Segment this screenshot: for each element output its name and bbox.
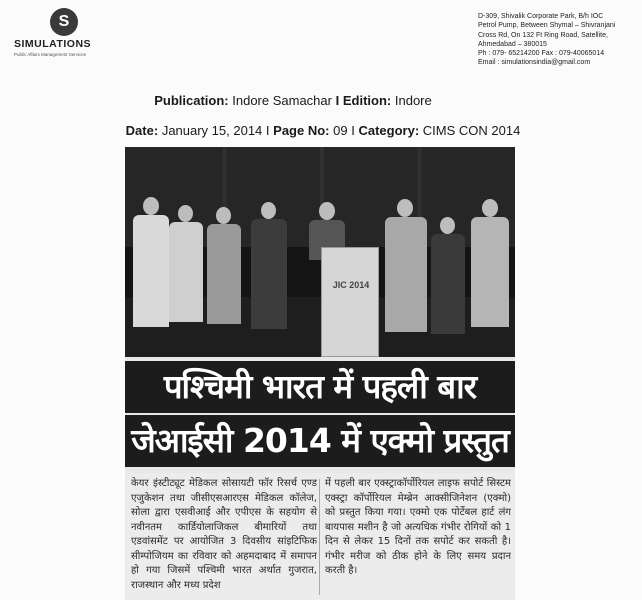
newspaper-clipping xyxy=(125,147,515,600)
logo-name: SIMULATIONS xyxy=(14,38,92,50)
page-value: 09 xyxy=(333,123,348,138)
article-column-right: में पहली बार एक्स्ट्राकॉर्पोरियल लाइफ सपोर्ट सिस्टम एक्स्ट्रा कॉर्पोरियल मेम्ब्रेन आक्सीजिनेशन (एक्मो) को प्रस्तुत किया गया। एक्मो एक पोर्टेबल हार्ट लंग बायपास मशीन है जो अत्यधिक गंभीर रोगियों को 1 दिन से लेकर 15 दिनों तक सपोर्ट कर सकती है। गंभीर मरीज को ठीक होने के लिए समय प्रदान करती है। xyxy=(325,478,511,576)
address-line: Cross Rd, On 132 Ft Ring Road, Satellite, xyxy=(478,31,608,39)
category-label: Category: xyxy=(358,123,420,138)
logo-tagline: Public Affairs Management Services xyxy=(14,52,86,57)
article-column-left: केयर इंस्टीट्यूट मेडिकल सोसायटी फॉर रिसर्च एण्ड एजुकेशन तथा जीसीएसआरएस मेडिकल कॉलेज, सोला द्वारा एसवीआई और एपीएस के सहयोग से नवीनतम कार्डियोलाजिकल बीमारियों तथा एडवांसमेंट पर आयोजित 3 दिवसीय सांइटिफिक सीम्पोजियम का रविवार को अहमदाबाद में समापन हो गया जिसमें पश्चिमी भारत अर्थात गुजरात, राजस्थान और मध्य प्रदेश xyxy=(131,478,317,591)
category-value: CIMS CON 2014 xyxy=(422,123,521,138)
date-line xyxy=(2,123,642,138)
company-address xyxy=(478,12,640,68)
separator: I xyxy=(265,123,270,138)
logo-mark: S xyxy=(50,8,78,36)
podium-label: JIC 2014 xyxy=(332,280,370,290)
edition-label: Edition: xyxy=(342,93,392,108)
separator: I xyxy=(335,93,340,108)
date-label: Date: xyxy=(125,123,159,138)
address-phone: Ph : 079- 65214200 Fax : 079-40065014 xyxy=(478,50,605,58)
date-value: January 15, 2014 xyxy=(161,123,263,138)
headline-line-1: पश्चिमी भारत में पहली बार xyxy=(125,361,515,413)
edition-value: Indore xyxy=(394,93,432,108)
address-email: Email : simulationsindia@gmail.com xyxy=(478,59,591,67)
publication-label: Publication: xyxy=(154,93,229,108)
headline-line-2: जेआईसी 2014 में एक्मो प्रस्तुत xyxy=(125,415,515,467)
column-divider xyxy=(319,479,320,595)
podium xyxy=(321,247,379,357)
company-logo xyxy=(14,8,124,58)
address-line: Ahmedabad – 380015 xyxy=(478,40,547,48)
address-line: Petrol Pump, Between Shymal – Shivranjani xyxy=(478,22,616,30)
page-label: Page No: xyxy=(273,123,330,138)
publication-line xyxy=(0,93,614,108)
separator: I xyxy=(351,123,355,138)
address-line: D-309, Shivalik Corporate Park, B/h IOC xyxy=(478,13,604,20)
event-photo xyxy=(125,147,515,357)
article-body xyxy=(125,473,515,600)
publication-value: Indore Samachar xyxy=(232,93,332,108)
